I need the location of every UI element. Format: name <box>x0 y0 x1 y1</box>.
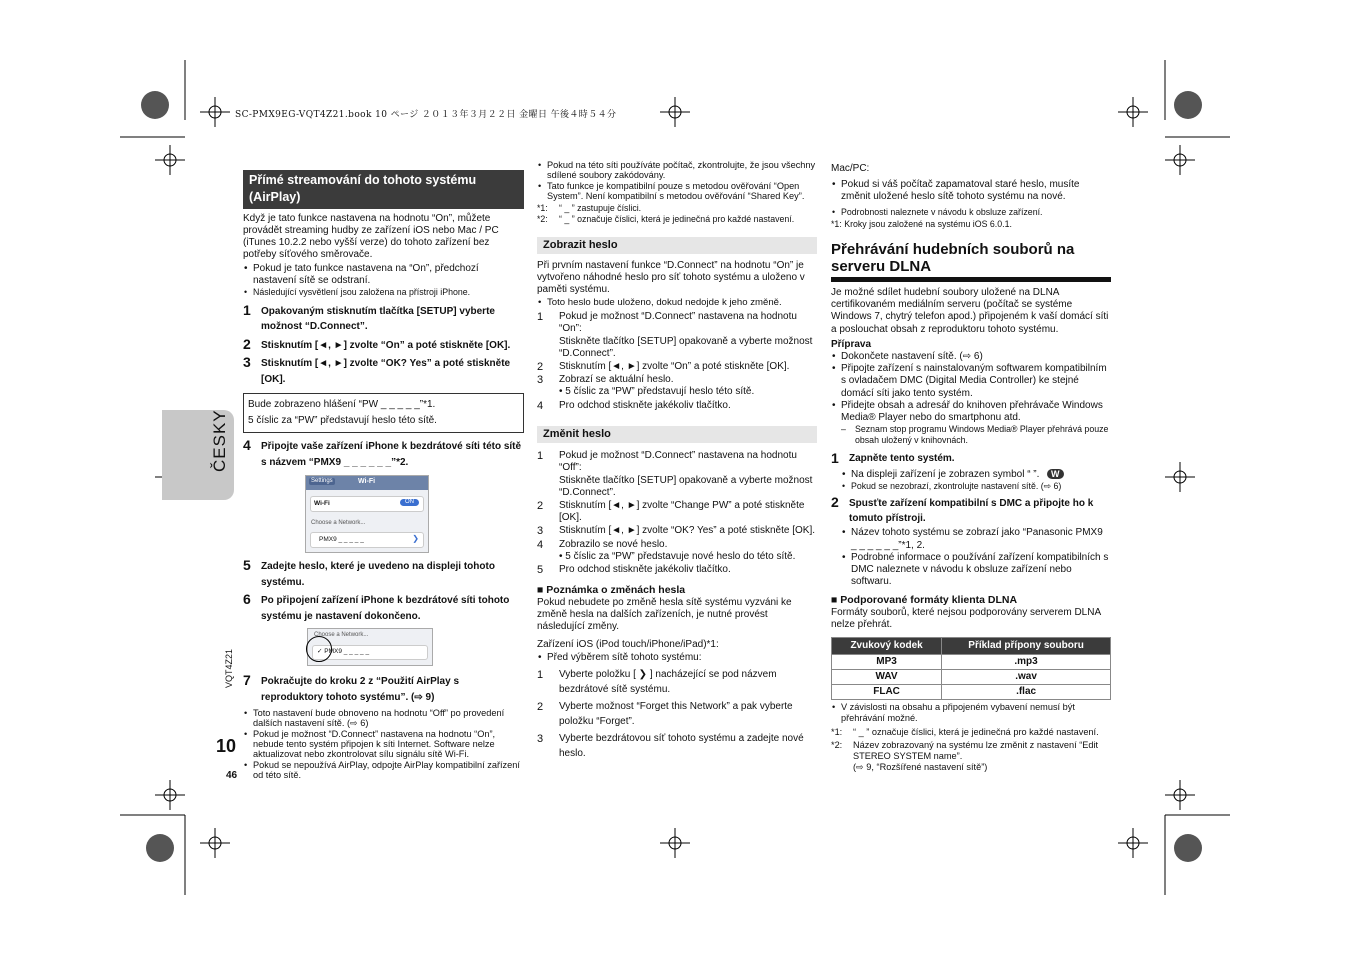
step-text: Pokud je možnost “D.Connect” nastavena na hodnotu “On”: Stiskněte tlačítko [SETUP] opakovaně a vyberte možnost “D.Connect”. <box>559 311 813 359</box>
list-item: • Pokud se nepoužívá AirPlay, odpojte AirPlay kompatibilní zařízení od této sítě. <box>243 760 524 781</box>
list-item: • Následující vysvětlení jsou založena na přístroji iPhone. <box>243 287 524 298</box>
list-item: • Tato funkce je kompatibilní pouze s metodou ověřování “Open System”. Není kompatibilní s metodou ověřování “Shared Key”. <box>537 181 817 202</box>
numbered-step <box>537 731 817 762</box>
step-text: Vyberte bezdrátovou síť tohoto systému a zadejte nové heslo. <box>559 732 804 760</box>
table-row: WAV .wav <box>832 669 1111 684</box>
highlight-circle <box>306 636 332 662</box>
list-item: • Přidejte obsah a adresář do knihoven přehrávače Windows Media® Player nebo do smartphonu atd. <box>831 400 1111 424</box>
numbered-step <box>537 525 817 537</box>
table-row: FLAC .flac <box>832 685 1111 700</box>
table-header: Příklad přípony souboru <box>942 637 1111 654</box>
step-3: 3 Stisknutím [◄, ►] zvolte “OK? Yes” a poté stiskněte [OK]. <box>243 354 511 385</box>
step-7: 7 Pokračujte do kroku 2 z “Použití AirPlay s reproduktory tohoto systému”. (⇨ 9) <box>243 672 460 703</box>
list-item: • Na displeji zařízení je zobrazen symbol “ ”. W <box>831 469 1111 481</box>
chevron-right-icon: ❯ <box>412 534 419 544</box>
step-text: Pokud je možnost “D.Connect” nastavena na hodnotu “Off”: Stiskněte tlačítko [SETUP] opakovaně a vyberte možnost “D.Connect”. <box>559 450 813 498</box>
mac-label: Mac/PC: <box>831 163 870 174</box>
step-text: Stisknutím [◄, ►] zvolte “On” a poté stiskněte [OK]. <box>559 361 790 373</box>
formats-intro: Formáty souborů, které nejsou podporovány serverem DLNA nelze přehrát. <box>831 607 1101 631</box>
numbered-step <box>537 699 817 730</box>
iphone-connected-screenshot: Choose a Network... ✓ PMX9 _ _ _ _ _ <box>243 628 524 672</box>
password-info-box: Bude zobrazeno hlášení “PW _ _ _ _ _”*1. 5 číslic za “PW” představují heslo této sítě. <box>243 393 524 433</box>
language-tab-label: ČESKY <box>210 409 229 472</box>
numbered-step <box>537 374 817 398</box>
step-number: 2 <box>537 499 544 512</box>
numbered-step <box>537 311 817 360</box>
show-password-steps <box>537 311 817 412</box>
dlna-intro: Je možné sdílet hudební soubory uložené na DLNA certifikovaném mediálním serveru (počítač se systéme Windows 7, chytrý telefon apod.) připojeném k vaší domácí síti a poslouchat obsah z reproduktoru tohoto systému. <box>831 287 1109 335</box>
step-number: 3 <box>537 525 544 538</box>
numbered-step <box>537 361 817 373</box>
formats-table <box>831 637 1111 701</box>
list-item: • Podrobnosti naleznete v návodu k obsluze zařízení. <box>831 207 1111 218</box>
list-item: • Připojte zařízení s nainstalovaným softwarem kompatibilním s ovladačem DMC (Digital Media Controller) ke stejné domácí síti jako tento systém. <box>831 363 1111 400</box>
step-text: Zobrazí se aktuální heslo. • 5 číslic za “PW” představují heslo této sítě. <box>559 374 755 398</box>
step-text: Zobrazilo se nové heslo. • 5 číslic za “PW” představuje nové heslo do této sítě. <box>559 538 796 562</box>
table-header: Zvukový kodek <box>832 637 942 654</box>
step-number: 2 <box>537 700 544 713</box>
numbered-step <box>537 500 817 524</box>
step-4: 4 Připojte vaše zařízení iPhone k bezdrátové síti této sítě s názvem “PMX9 _ _ _ _ _ _”*2. <box>243 437 522 468</box>
step-text: Vyberte položku [ ❯ ] nacházející se pod názvem bezdrátové sítě systému. <box>559 668 777 696</box>
doc-code: VQT4Z21 <box>224 648 234 688</box>
step-text: Stisknutím [◄, ►] zvolte “Change PW” a poté stiskněte [OK]. <box>559 499 805 524</box>
column-3 <box>831 163 1111 774</box>
numbered-step <box>537 539 817 563</box>
show-password-intro: Při prvním nastavení funkce “D.Connect” na hodnotu “On” je vytvořeno náhodné heslo pro síť tohoto systému a uloženo v paměti systému. <box>537 260 805 296</box>
step-number: 3 <box>537 374 544 387</box>
dlna-step-2: 2 Spusťte zařízení kompatibilní s DMC a připojte ho k tomuto přístroji. <box>831 494 1094 525</box>
dlna-step-1: 1 Zapněte tento systém. <box>831 449 955 466</box>
list-item: • Pokud na této síti používáte počítač, zkontrolujte, že jsou všechny sdílené soubory zakódovány. <box>537 160 817 181</box>
title-rule <box>831 277 1111 282</box>
change-password-steps <box>537 450 817 576</box>
footnote-2: *2: “ _ ” označuje číslici, která je jedinečná pro každé nastavení. <box>537 213 795 224</box>
change-password-title: Změnit heslo <box>537 426 817 443</box>
airplay-intro: Když je tato funkce nastavena na hodnotu “On”, můžete provádět streaming hudby ze zařízení iOS nebo Mac / PC (iTunes 10.2.2 nebo vyšší verze) do tohoto zařízení bez potřeby síťového směrovače. <box>243 212 499 261</box>
list-item: • Pokud si váš počítač zapamatoval staré heslo, musíte změnit uložené heslo sítě tohoto systému na nové. <box>831 179 1111 203</box>
step-number: 1 <box>537 450 544 463</box>
step-number: 4 <box>537 399 544 412</box>
numbered-step <box>537 450 817 499</box>
footnote-1: *1: “ _ ” zastupuje číslici. <box>537 203 642 214</box>
iphone-wifi-screenshot: Settings Wi-Fi Wi-Fi ON Choose a Network... PMX9 _ _ _ _ _ ❯ <box>243 475 524 559</box>
column-2 <box>537 160 817 763</box>
airplay-title: Přímé streamování do tohoto systému (AirPlay) <box>243 170 524 209</box>
page-number-small: 46 <box>226 770 238 781</box>
list-item: • Před výběrem sítě tohoto systému: <box>537 652 817 664</box>
language-tab <box>162 410 234 500</box>
step-text: Pro odchod stiskněte jakékoliv tlačítko. <box>559 399 731 411</box>
step-2: 2 Stisknutím [◄, ►] zvolte “On” a poté stiskněte [OK]. <box>243 335 511 352</box>
step-text: Pro odchod stiskněte jakékoliv tlačítko. <box>559 563 731 575</box>
list-item: • Dokončete nastavení sítě. (⇨ 6) <box>831 351 1111 363</box>
ios-steps <box>537 667 817 762</box>
step-text: Stisknutím [◄, ►] zvolte “OK? Yes” a poté stiskněte [OK]. <box>559 525 816 537</box>
table-row: MP3 .mp3 <box>832 654 1111 669</box>
dlna-title: Přehrávání hudebních souborů na serveru DLNA <box>831 241 1075 275</box>
step-6: 6 Po připojení zařízení iPhone k bezdrátové síti tohoto systému je nastavení dokončeno. <box>243 591 510 622</box>
dlna-status-icon: W <box>1047 469 1064 480</box>
footnote-2: *2: Název zobrazovaný na systému lze změnit z nastavení “Edit STEREO SYSTEM name”. (⇨ 9, “Rozšířené nastavení sítě”) <box>831 739 1099 773</box>
list-item: • Toto heslo bude uloženo, dokud nedojde k jeho změně. <box>537 297 817 309</box>
step-number: 5 <box>537 563 544 576</box>
step-1: 1 Opakovaným stisknutím tlačítka [SETUP] vyberte možnost “D.Connect”. <box>243 301 495 333</box>
step-number: 1 <box>537 668 544 681</box>
formats-title: ■ Podporované formáty klienta DLNA <box>831 594 1018 607</box>
step-number: 3 <box>537 732 544 745</box>
footnote-1: *1: “ _ ” označuje číslici, která je jedinečná pro každé nastavení. <box>831 726 1099 737</box>
mac-footnote: *1: Kroky jsou založené na systému iOS 6.0.1. <box>831 219 1012 230</box>
numbered-step <box>537 564 817 576</box>
prep-label: Příprava <box>831 338 872 350</box>
page-number-big: 10 <box>216 736 237 756</box>
list-item: – Seznam stop programu Windows Media® Player přehrává pouze obsah uložený v knihovnách. <box>831 424 1111 445</box>
list-item: • Pokud se nezobrazí, zkontrolujte nastavení sítě. (⇨ 6) <box>831 481 1111 492</box>
list-item: • Pokud je možnost “D.Connect” nastavena na hodnotu “On”, nebude tento systém připojen k síti Internet. Software nelze aktualizovat nebo zkontrolovat sílu signálu sítě Wi-Fi. <box>243 729 524 760</box>
wifi-toggle: ON <box>400 499 419 506</box>
list-item: • Podrobné informace o používání zařízení kompatibilních s DMC naleznete v návodu k obsluze zařízení nebo softwaru. <box>831 552 1111 589</box>
print-header: SC-PMX9EG-VQT4Z21.book 10 ページ ２０１３年３月２２日 金曜日 午後４時５４分 <box>235 110 617 120</box>
numbered-step <box>537 400 817 412</box>
column-1 <box>243 170 524 780</box>
step-number: 1 <box>537 311 544 324</box>
list-item: • Toto nastavení bude obnoveno na hodnotu “Off” po provedení dalších nastavení sítě. (⇨ 6) <box>243 708 524 729</box>
memo-title: ■ Poznámka o změnách hesla <box>537 584 686 597</box>
ios-label: Zařízení iOS (iPod touch/iPhone/iPad)*1: <box>537 639 719 651</box>
step-number: 2 <box>537 361 544 374</box>
show-password-title: Zobrazit heslo <box>537 237 817 254</box>
list-item: • Název tohoto systému se zobrazí jako “Panasonic PMX9 _ _ _ _ _ _”*1, 2. <box>831 527 1111 551</box>
list-item: • V závislosti na obsahu a připojeném vybavení nemusí být přehrávání možné. <box>831 702 1111 724</box>
step-text: Vyberte možnost “Forget this Network” a pak vyberte položku “Forget”. <box>559 700 793 728</box>
step-number: 4 <box>537 538 544 551</box>
step-5: 5 Zadejte heslo, které je uvedeno na displeji tohoto systému. <box>243 557 495 588</box>
memo-text: Pokud nebudete po změně hesla sítě systému vyzváni ke změně hesla na dalších zařízeních, je nutné provést následující změny. <box>537 596 792 633</box>
numbered-step <box>537 667 817 698</box>
list-item: • Pokud je tato funkce nastavena na “On”, předchozí nastavení sítě se odstraní. <box>243 263 524 287</box>
